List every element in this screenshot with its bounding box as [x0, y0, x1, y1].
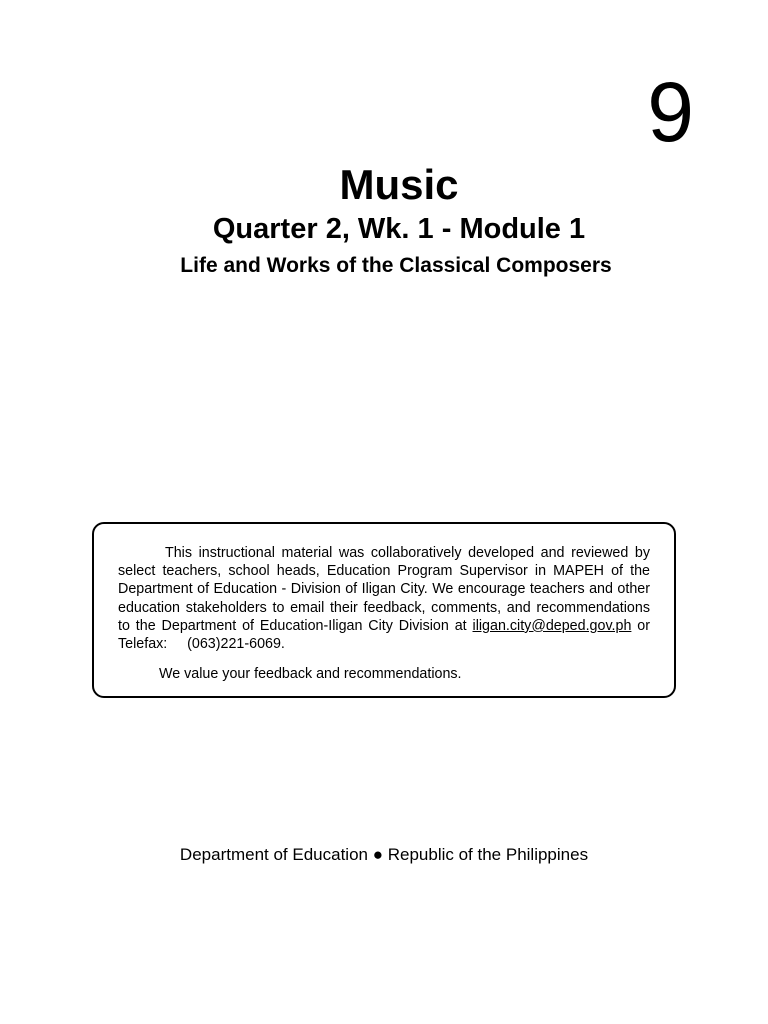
feedback-notice-box [92, 522, 676, 698]
email-link[interactable]: iligan.city@deped.gov.ph [472, 617, 632, 634]
footer-philippines: of the Philippines [453, 845, 589, 864]
footer-bullet: ● [368, 845, 388, 864]
module-topic: Life and Works of the Classical Composers [180, 254, 612, 277]
footer-department: Department of [179, 845, 293, 864]
notice-text-before-email: This instructional material was collaboratively developed and reviewed by select teachers, school heads, Education Program Supervisor in MAPEH of the Department of Education - Division of Iligan City. We encourage teachers and other education stakeholders to email their feedback, comments, and recommendations to the Department of Education-Iligan City Division at [118, 545, 650, 634]
notice-text-after-email: or Telefax: (063)221-6069. [118, 617, 651, 653]
footer-republic: Republic [387, 845, 454, 864]
notice-closing: We value your feedback and recommendations. [159, 666, 462, 683]
footer-education: Education [292, 845, 368, 864]
footer-line [0, 845, 768, 865]
notice-paragraph [118, 544, 650, 653]
subject-title: Music [339, 161, 459, 208]
grade-number: 9 [647, 65, 694, 159]
quarter-module-subtitle: Quarter 2, Wk. 1 - Module 1 [212, 213, 586, 245]
